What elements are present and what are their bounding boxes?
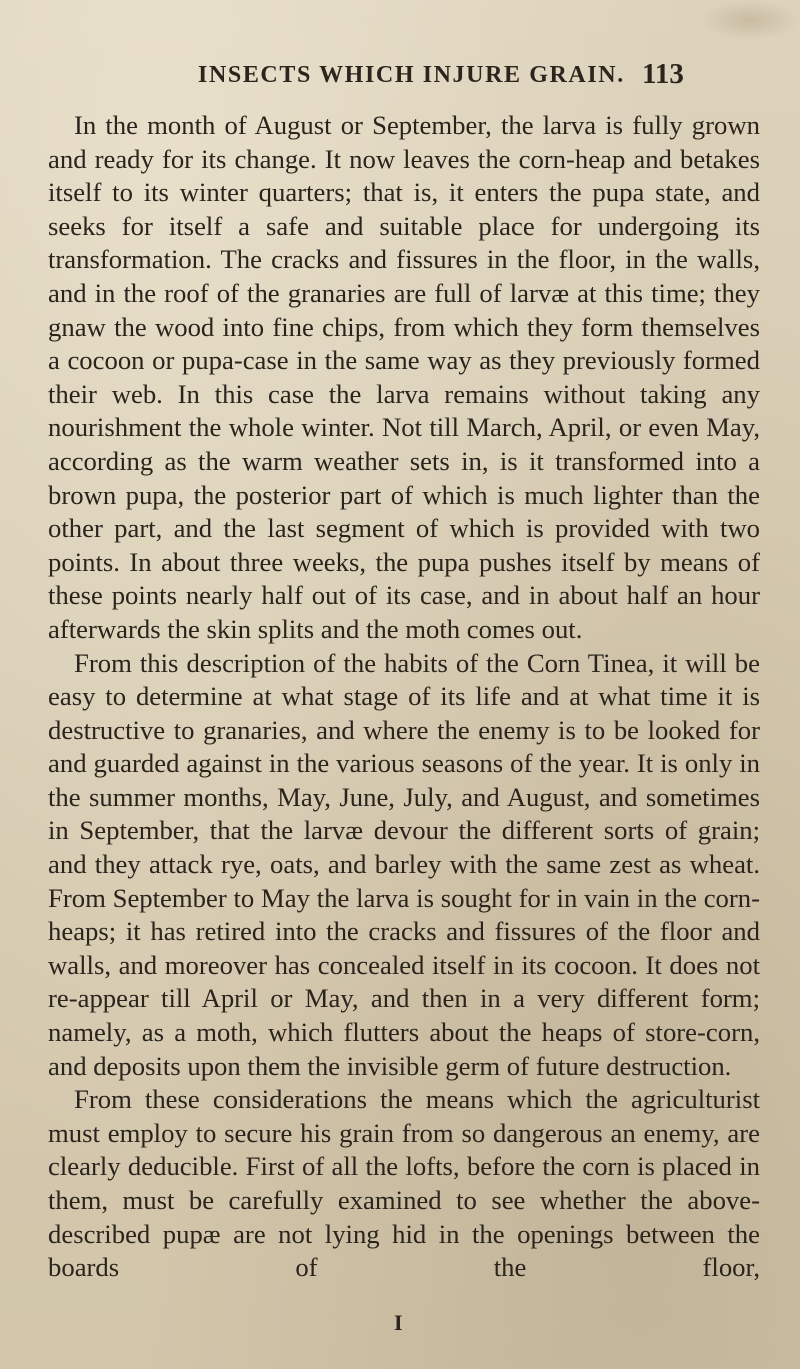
paragraph-larva-transformation: In the month of August or September, the larva is fully grown and ready for its change. It now leaves the corn-heap and betakes itself to its winter quarters; that is, it enters the pupa state, and seeks for itself a safe and suitable place for undergoing its transformation. The cracks and fissures in the floor, in the walls, and in the roof of the granaries are full of larvæ at this time; they gnaw the wood into fine chips, from which they form themselves a cocoon or pupa-case in the same way as they previously formed their web. In this case the larva remains without taking any nourishment the whole winter. Not till March, April, or even May, according as the warm weather sets in, is it transformed into a brown pupa, the posterior part of which is much lighter than the other part, and the last segment of which is provided with two points. In about three weeks, the pupa pushes itself by means of these points nearly half out of its case, and in about half an hour afterwards the skin splits and the moth comes out.: [48, 110, 760, 644]
signature-mark: I: [394, 1310, 403, 1335]
page-stain: [700, 0, 800, 40]
page-number: 113: [642, 58, 684, 90]
paragraph-agriculturist-means: From these considerations the means which the agriculturist must employ to secure his grain from so dangerous an enemy, are clearly deducible. First of all the lofts, before the corn is placed in them, must be carefully examined to see whether the above-described pupæ are not lying hid in the openings between the boards of the floor,: [48, 1084, 760, 1283]
running-title: INSECTS WHICH INJURE GRAIN.: [198, 62, 625, 88]
paragraph-corn-tinea-habits: From this description of the habits of the Corn Tinea, it will be easy to determine at what stage of its life and at what time it is destructive to granaries, and where the enemy is to be looked for and guarded against in the various seasons of the year. It is only in the summer months, May, June, July, and August, and sometimes in September, that the larvæ devour the different sorts of grain; and they attack rye, oats, and barley with the same zest as wheat. From September to May the larva is sought for in vain in the corn-heaps; it has retired into the cracks and fissures of the floor and walls, and moreover has concealed itself in its cocoon. It does not re-appear till April or May, and then in a very different form; namely, as a moth, which flutters about the heaps of store-corn, and deposits upon them the invisible germ of future destruction.: [48, 647, 760, 1081]
body-text: [48, 109, 760, 1285]
running-header: [0, 58, 800, 102]
